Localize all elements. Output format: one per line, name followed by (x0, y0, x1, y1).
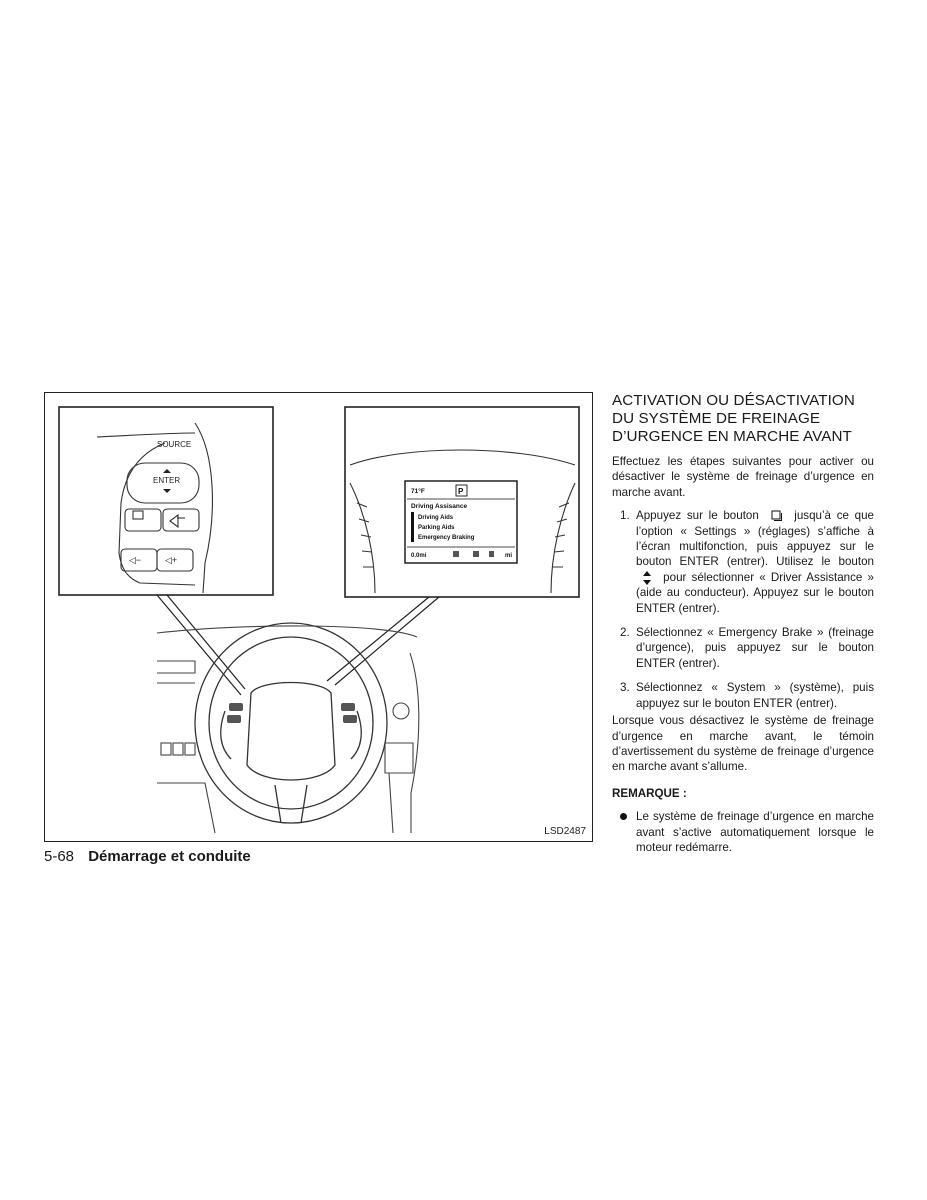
display-menu-title: Driving Assisance (411, 503, 468, 510)
source-label: SOURCE (157, 440, 192, 449)
step1-text-b: jusqu’à ce que l’option « Settings » (réglages) s’affiche à l’écran multifonction, puis appuyez sur le bouton ENTER (entrer). Utilisez le bouton (636, 509, 875, 569)
steps-list (612, 508, 874, 711)
step-number: 3. (620, 681, 630, 695)
step-number: 2. (620, 626, 630, 640)
after-paragraph: Lorsque vous désactivez le système de freinage d’urgence en marche avant, le témoin d’avertissement du système de freinage d’urgence en marche avant s’allume. (612, 714, 874, 774)
display-menu-item: Emergency Braking (418, 535, 475, 541)
seatbelt-icon (453, 551, 459, 557)
steering-wheel (195, 623, 387, 823)
volume-up-icon: ◁+ (165, 555, 178, 565)
section-title: Démarrage et conduite (88, 848, 251, 865)
heading-line: ACTIVATION OU DÉSACTIVATION (612, 392, 855, 409)
note-bullet-text: Le système de freinage d’urgence en marche avant s’active automatiquement lorsque le moteur redémarre. (636, 810, 874, 854)
step-number: 1. (620, 509, 630, 523)
volume-down-icon: ◁− (129, 555, 142, 565)
page-number: 5-68 (44, 848, 75, 865)
bullet-dot (620, 813, 627, 820)
step3-text: Sélectionnez « System » (système), puis appuyez sur le bouton ENTER (entrer). (636, 681, 874, 710)
display-menu-item: Parking Aids (418, 525, 455, 531)
callout-line-switch (157, 595, 241, 695)
display-button-icon (771, 510, 783, 522)
heading-line: D’URGENCE EN MARCHE AVANT (612, 428, 852, 445)
intro-paragraph: Effectuez les étapes suivantes pour activer ou désactiver le système de freinage d’urgence en marche avant. (612, 455, 874, 499)
up-down-arrow-icon (642, 571, 652, 585)
figure-code: LSD2487 (544, 826, 586, 837)
text-column (612, 392, 874, 855)
dashboard-drawing (157, 626, 419, 833)
display-gear: P (458, 487, 464, 496)
page-footer (44, 848, 251, 865)
tpms-icon (473, 551, 479, 557)
display-range-unit: mi (505, 553, 513, 559)
step-item (612, 508, 874, 616)
steering-wheel-illustration (45, 393, 594, 843)
display-odometer: 0.0mi (411, 553, 427, 559)
display-menu-item: Driving Aids (418, 515, 454, 521)
note-label: REMARQUE : (612, 786, 687, 800)
step1-text-a: Appuyez sur le bouton (636, 509, 759, 523)
wheel-switch-pads (227, 703, 357, 723)
step-item (612, 625, 874, 671)
heading-line: DU SYSTÈME DE FREINAGE (612, 410, 821, 427)
switch-inset-frame (59, 407, 273, 595)
illustration-figure (44, 392, 593, 842)
fuel-icon (489, 551, 494, 557)
section-heading (612, 392, 874, 446)
step1-text-c: pour sélectionner « Driver Assistance » (aide au conducteur). Appuyez sur le bouton ENTER (entrer). (636, 570, 874, 615)
step-item (612, 680, 874, 711)
display-temperature: 71°F (411, 488, 425, 495)
menu-scrollbar (411, 512, 414, 542)
note-bullet-item (612, 809, 874, 855)
step2-text: Sélectionnez « Emergency Brake » (freinage d’urgence), puis appuyez sur le bouton ENTER (entrer). (636, 626, 874, 670)
enter-label: ENTER (153, 476, 181, 485)
